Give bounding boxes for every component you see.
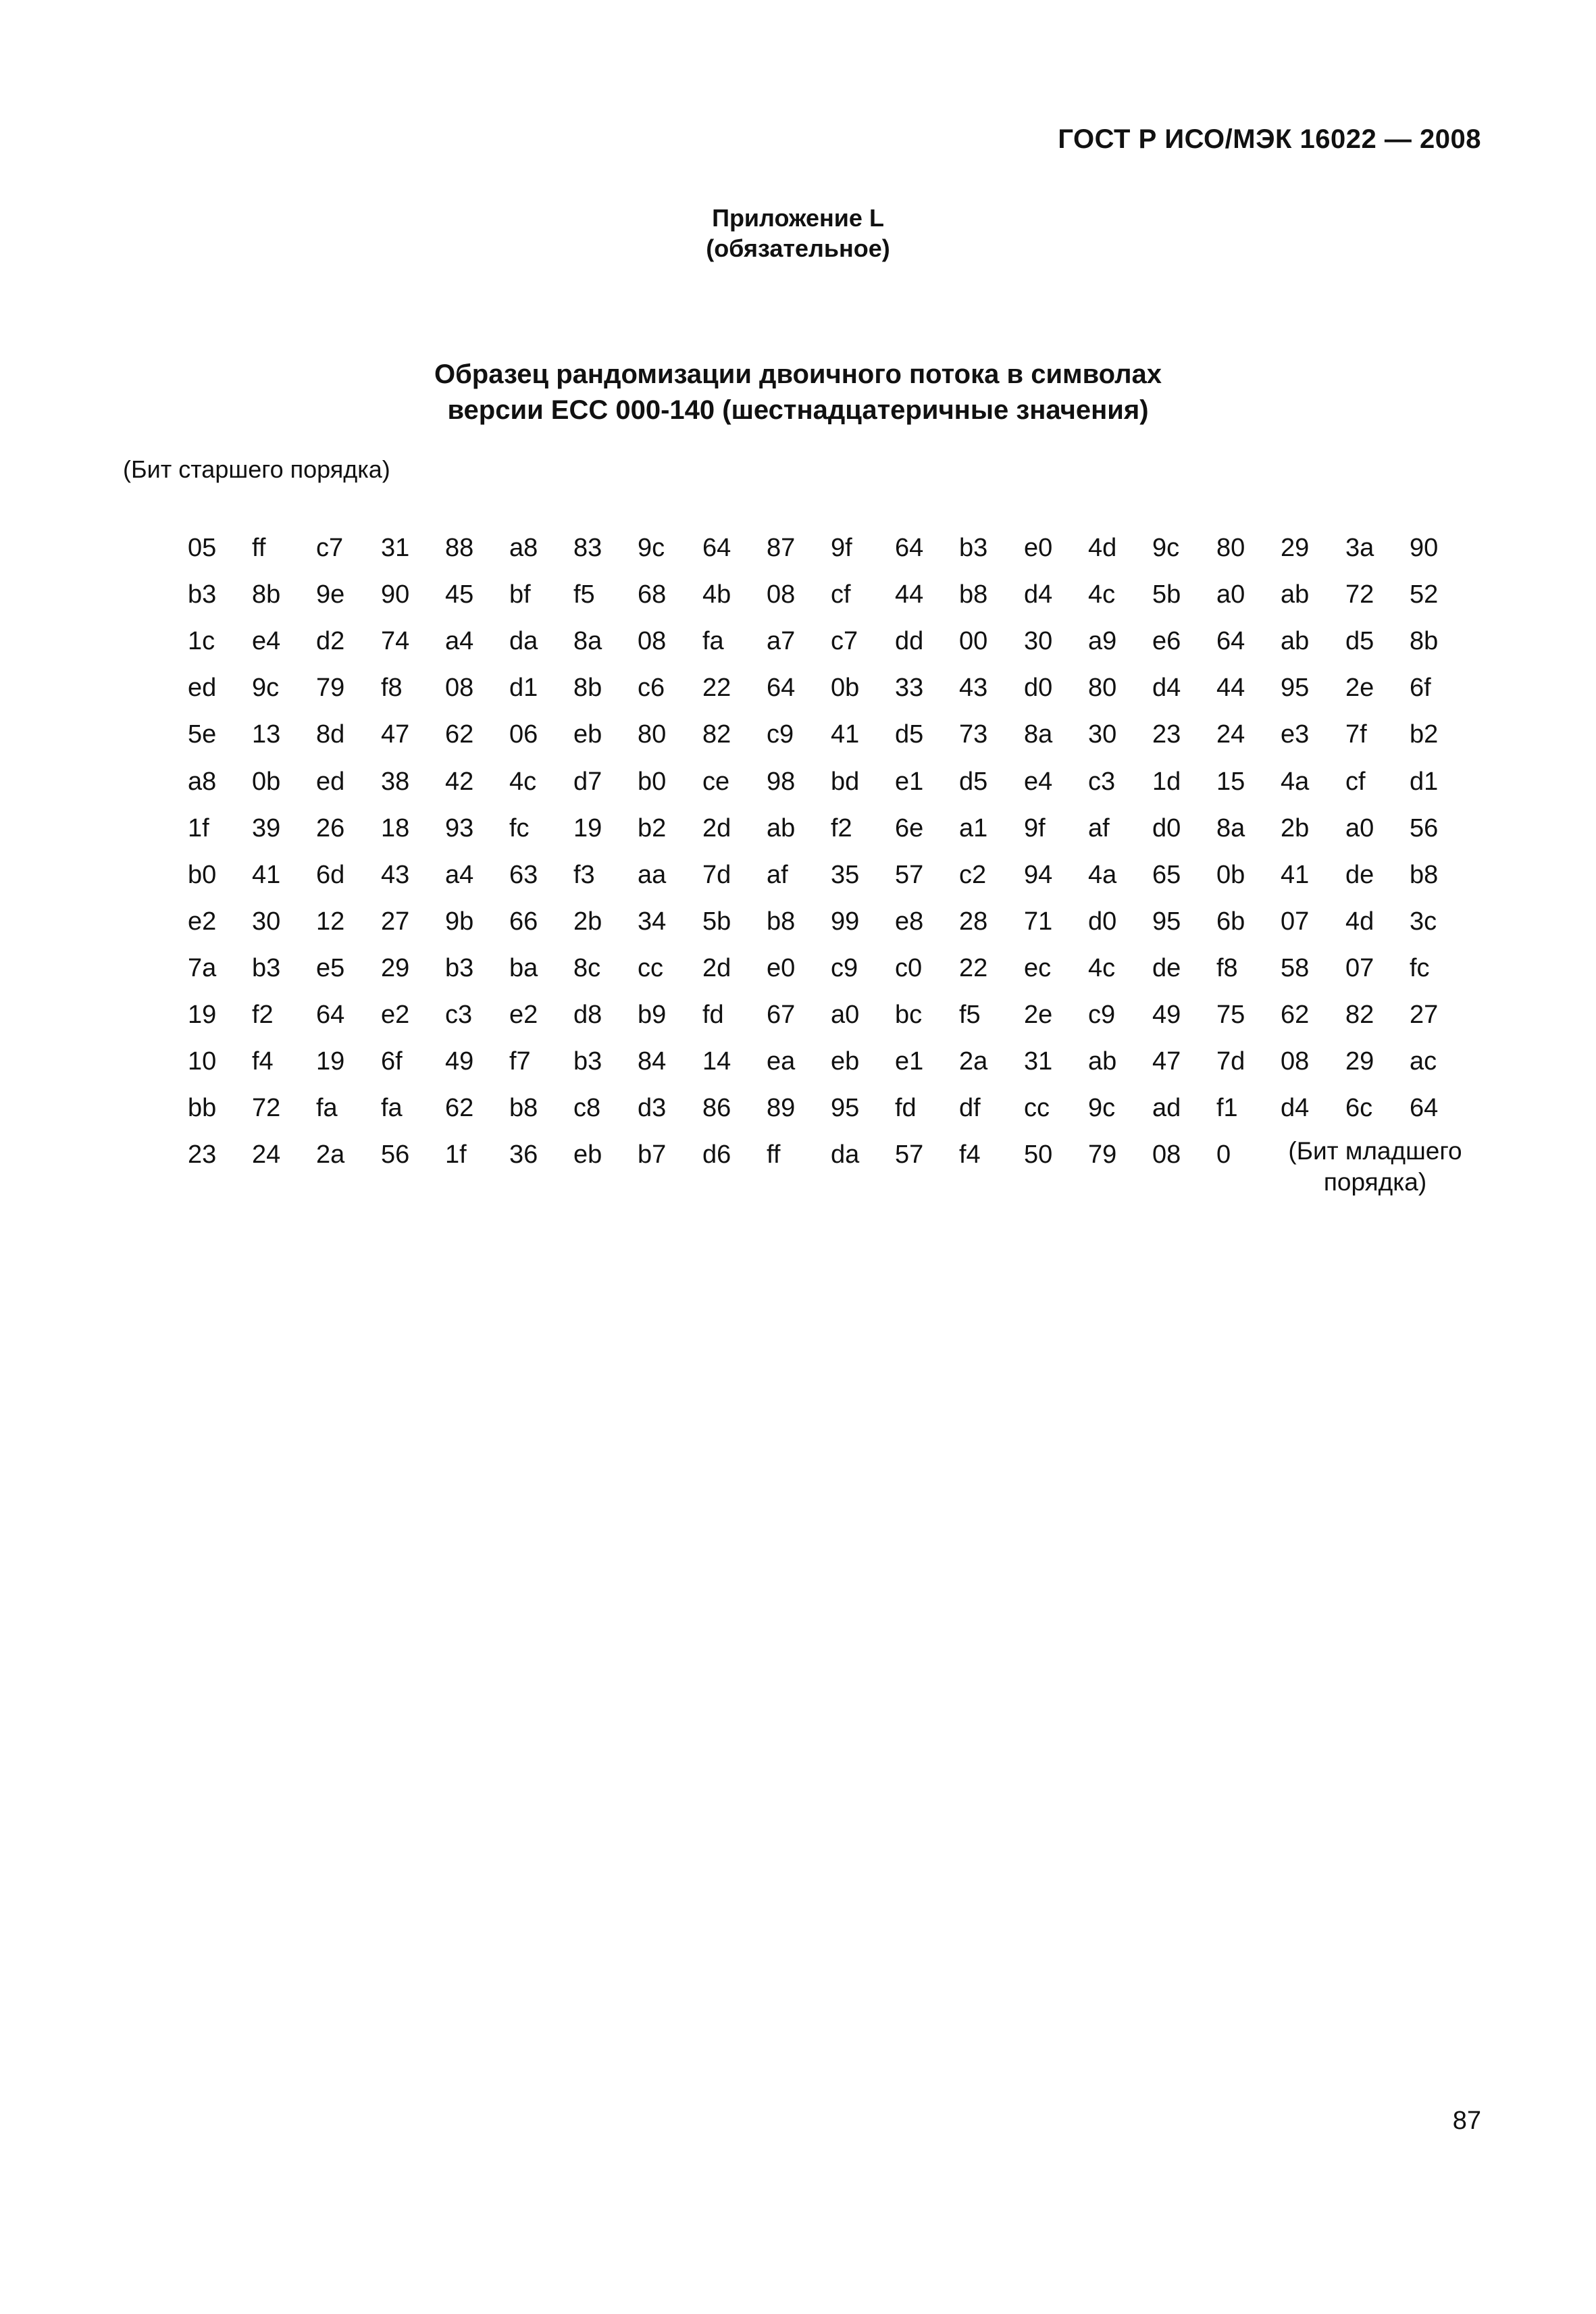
hex-cell: 05 xyxy=(188,534,217,562)
hex-cell: fd xyxy=(895,1094,917,1123)
hex-cell: a7 xyxy=(767,627,796,656)
hex-cell: 62 xyxy=(445,720,474,749)
hex-cell: b3 xyxy=(188,580,217,609)
hex-cell: d0 xyxy=(1024,674,1053,703)
hex-cell: 80 xyxy=(638,720,667,749)
hex-cell: d1 xyxy=(509,674,538,703)
hex-cell: f3 xyxy=(573,860,595,889)
hex-cell: 80 xyxy=(1088,674,1117,703)
hex-cell: 4a xyxy=(1088,860,1117,889)
hex-cell: 41 xyxy=(252,860,281,889)
hex-cell: e0 xyxy=(1024,534,1053,562)
hex-cell: c3 xyxy=(445,1001,473,1029)
hex-cell: 4d xyxy=(1345,907,1374,936)
hex-cell: da xyxy=(831,1140,860,1169)
hex-cell: 8b xyxy=(1410,627,1439,656)
hex-cell: 9c xyxy=(252,674,280,703)
hex-cell: f8 xyxy=(381,674,403,703)
hex-cell: d6 xyxy=(702,1140,731,1169)
hex-cell: d2 xyxy=(316,627,345,656)
hex-cell: e4 xyxy=(1024,767,1053,796)
hex-cell: 36 xyxy=(509,1140,538,1169)
hex-cell: e8 xyxy=(895,907,924,936)
hex-cell: 87 xyxy=(767,534,796,562)
hex-cell: af xyxy=(1088,813,1110,842)
hex-cell: ff xyxy=(767,1140,781,1169)
hex-cell: 0b xyxy=(1216,860,1245,889)
hex-cell: ce xyxy=(702,767,730,796)
hex-cell: 08 xyxy=(1152,1140,1181,1169)
hex-cell: 95 xyxy=(1281,674,1310,703)
hex-cell: 22 xyxy=(702,674,731,703)
hex-cell: 74 xyxy=(381,627,410,656)
hex-cell: 67 xyxy=(767,1001,796,1029)
hex-cell: d5 xyxy=(1345,627,1374,656)
hex-cell: 10 xyxy=(188,1047,217,1076)
hex-cell: 7d xyxy=(1216,1047,1245,1076)
hex-cell: 0b xyxy=(252,767,281,796)
hex-cell: b3 xyxy=(445,953,474,982)
hex-cell: c9 xyxy=(767,720,794,749)
hex-cell: a4 xyxy=(445,627,474,656)
hex-cell: 8b xyxy=(252,580,281,609)
hex-cell: 26 xyxy=(316,813,345,842)
hex-cell: c9 xyxy=(1088,1001,1116,1029)
hex-cell: 93 xyxy=(445,813,474,842)
hex-cell: a0 xyxy=(1345,813,1374,842)
hex-cell: eb xyxy=(831,1047,860,1076)
hex-cell: b3 xyxy=(959,534,988,562)
hex-cell: 95 xyxy=(1152,907,1181,936)
hex-cell: 22 xyxy=(959,953,988,982)
hex-cell: df xyxy=(959,1094,981,1123)
hex-cell: 80 xyxy=(1216,534,1245,562)
hex-cell: 49 xyxy=(445,1047,474,1076)
hex-cell: 00 xyxy=(959,627,988,656)
hex-cell: ba xyxy=(509,953,538,982)
hex-cell: 99 xyxy=(831,907,860,936)
page-number: 87 xyxy=(1452,2107,1481,2135)
hex-cell: 50 xyxy=(1024,1140,1053,1169)
hex-cell: 08 xyxy=(445,674,474,703)
hex-cell: 7d xyxy=(702,860,731,889)
hex-cell: 49 xyxy=(1152,1001,1181,1029)
hex-cell: 66 xyxy=(509,907,538,936)
hex-cell: 39 xyxy=(252,813,281,842)
hex-cell: 4d xyxy=(1088,534,1117,562)
hex-cell: 34 xyxy=(638,907,667,936)
hex-cell: 82 xyxy=(1345,1001,1374,1029)
hex-cell: d8 xyxy=(573,1001,602,1029)
hex-cell: 90 xyxy=(1410,534,1439,562)
hex-cell: 79 xyxy=(316,674,345,703)
hex-cell: a9 xyxy=(1088,627,1117,656)
hex-cell: 47 xyxy=(381,720,410,749)
hex-cell: 2b xyxy=(1281,813,1310,842)
hex-cell: ed xyxy=(188,674,217,703)
hex-cell: a0 xyxy=(831,1001,860,1029)
hex-cell: 79 xyxy=(1088,1140,1117,1169)
hex-cell: 12 xyxy=(316,907,345,936)
hex-cell: cc xyxy=(638,953,663,982)
hex-cell: b8 xyxy=(509,1094,538,1123)
hex-cell: 57 xyxy=(895,860,924,889)
hex-cell: 64 xyxy=(895,534,924,562)
hex-cell: fa xyxy=(381,1094,403,1123)
hex-cell: 1f xyxy=(445,1140,467,1169)
hex-cell: 64 xyxy=(1410,1094,1439,1123)
hex-cell: bc xyxy=(895,1001,923,1029)
hex-cell: b7 xyxy=(638,1140,667,1169)
hex-cell: e4 xyxy=(252,627,281,656)
hex-cell: b3 xyxy=(252,953,281,982)
hex-cell: 08 xyxy=(767,580,796,609)
hex-cell: 6e xyxy=(895,813,924,842)
hex-cell: 8b xyxy=(573,674,602,703)
hex-cell: c0 xyxy=(895,953,923,982)
hex-cell: 44 xyxy=(1216,674,1245,703)
hex-cell: 43 xyxy=(381,860,410,889)
hex-cell: 64 xyxy=(1216,627,1245,656)
hex-cell: 0b xyxy=(831,674,860,703)
lsb-note-line-1: (Бит младшего xyxy=(1288,1137,1462,1165)
hex-cell: ac xyxy=(1410,1047,1437,1076)
hex-cell: 30 xyxy=(1088,720,1117,749)
hex-cell: 63 xyxy=(509,860,538,889)
hex-cell: cf xyxy=(1345,767,1366,796)
hex-cell: 6c xyxy=(1345,1094,1373,1123)
hex-cell: 8d xyxy=(316,720,345,749)
hex-cell: 3c xyxy=(1410,907,1437,936)
hex-cell: e3 xyxy=(1281,720,1310,749)
hex-cell: fc xyxy=(1410,953,1430,982)
hex-cell: 9c xyxy=(1152,534,1180,562)
hex-cell: e2 xyxy=(509,1001,538,1029)
annex-heading xyxy=(0,203,1596,263)
hex-cell: 62 xyxy=(1281,1001,1310,1029)
hex-cell: 08 xyxy=(1281,1047,1310,1076)
hex-cell: f2 xyxy=(831,813,852,842)
hex-cell: cc xyxy=(1024,1094,1050,1123)
hex-cell: 7f xyxy=(1345,720,1367,749)
hex-cell: e5 xyxy=(316,953,345,982)
hex-cell: da xyxy=(509,627,538,656)
hex-cell: c3 xyxy=(1088,767,1116,796)
hex-cell: 9f xyxy=(831,534,852,562)
hex-cell: 73 xyxy=(959,720,988,749)
hex-cell: 0 xyxy=(1216,1140,1231,1169)
standard-header: ГОСТ Р ИСО/МЭК 16022 — 2008 xyxy=(1058,124,1481,154)
hex-cell: 30 xyxy=(252,907,281,936)
hex-cell: 90 xyxy=(381,580,410,609)
hex-cell: b2 xyxy=(1410,720,1439,749)
hex-cell: 4c xyxy=(509,767,537,796)
hex-cell: 6f xyxy=(1410,674,1431,703)
hex-cell: 84 xyxy=(638,1047,667,1076)
hex-cell: 89 xyxy=(767,1094,796,1123)
hex-cell: 62 xyxy=(445,1094,474,1123)
hex-cell: f5 xyxy=(959,1001,981,1029)
hex-cell: d4 xyxy=(1281,1094,1310,1123)
hex-cell: 88 xyxy=(445,534,474,562)
hex-cell: 56 xyxy=(381,1140,410,1169)
hex-cell: e2 xyxy=(188,907,217,936)
hex-cell: eb xyxy=(573,1140,602,1169)
hex-cell: 8a xyxy=(1024,720,1053,749)
hex-cell: 2a xyxy=(959,1047,988,1076)
hex-cell: 08 xyxy=(638,627,667,656)
hex-cell: 38 xyxy=(381,767,410,796)
hex-cell: 4c xyxy=(1088,580,1116,609)
hex-cell: 07 xyxy=(1281,907,1310,936)
hex-cell: b8 xyxy=(959,580,988,609)
hex-cell: 83 xyxy=(573,534,602,562)
hex-cell: bb xyxy=(188,1094,217,1123)
annex-label: Приложение L xyxy=(712,204,884,232)
hex-cell: fa xyxy=(316,1094,338,1123)
hex-cell: 27 xyxy=(381,907,410,936)
hex-cell: 71 xyxy=(1024,907,1053,936)
hex-cell: 28 xyxy=(959,907,988,936)
hex-cell: 3a xyxy=(1345,534,1374,562)
title-line-1: Образец рандомизации двоичного потока в символах xyxy=(434,359,1162,389)
hex-cell: 30 xyxy=(1024,627,1053,656)
annex-status: (обязательное) xyxy=(706,234,890,262)
hex-cell: 64 xyxy=(702,534,731,562)
hex-cell: 24 xyxy=(1216,720,1245,749)
hex-cell: 19 xyxy=(316,1047,345,1076)
hex-cell: 9e xyxy=(316,580,345,609)
hex-cell: d7 xyxy=(573,767,602,796)
hex-cell: b3 xyxy=(573,1047,602,1076)
hex-cell: 6d xyxy=(316,860,345,889)
hex-cell: c7 xyxy=(831,627,858,656)
hex-cell: de xyxy=(1345,860,1374,889)
hex-cell: d0 xyxy=(1152,813,1181,842)
hex-cell: b9 xyxy=(638,1001,667,1029)
hex-cell: 65 xyxy=(1152,860,1181,889)
hex-cell: a1 xyxy=(959,813,988,842)
hex-cell: 57 xyxy=(895,1140,924,1169)
hex-cell: 7a xyxy=(188,953,217,982)
hex-cell: 82 xyxy=(702,720,731,749)
hex-cell: 95 xyxy=(831,1094,860,1123)
hex-cell: ff xyxy=(252,534,266,562)
hex-cell: 4c xyxy=(1088,953,1116,982)
hex-cell: f2 xyxy=(252,1001,274,1029)
hex-cell: 98 xyxy=(767,767,796,796)
hex-cell: c7 xyxy=(316,534,344,562)
hex-cell: b8 xyxy=(767,907,796,936)
hex-cell: d5 xyxy=(895,720,924,749)
hex-cell: 5b xyxy=(1152,580,1181,609)
hex-cell: 07 xyxy=(1345,953,1374,982)
hex-cell: 2e xyxy=(1345,674,1374,703)
hex-cell: aa xyxy=(638,860,667,889)
hex-cell: d5 xyxy=(959,767,988,796)
hex-cell: 8a xyxy=(1216,813,1245,842)
hex-cell: 41 xyxy=(831,720,860,749)
hex-cell: b0 xyxy=(638,767,667,796)
hex-cell: b8 xyxy=(1410,860,1439,889)
hex-cell: f1 xyxy=(1216,1094,1238,1123)
hex-cell: 33 xyxy=(895,674,924,703)
hex-cell: ab xyxy=(1281,580,1310,609)
hex-cell: 9b xyxy=(445,907,474,936)
hex-cell: 8a xyxy=(573,627,602,656)
hex-cell: 24 xyxy=(252,1140,281,1169)
hex-cell: 9c xyxy=(638,534,665,562)
hex-cell: b0 xyxy=(188,860,217,889)
hex-cell: 29 xyxy=(1281,534,1310,562)
hex-cell: 35 xyxy=(831,860,860,889)
hex-cell: 52 xyxy=(1410,580,1439,609)
hex-cell: 9f xyxy=(1024,813,1046,842)
hex-cell: bf xyxy=(509,580,531,609)
hex-cell: f7 xyxy=(509,1047,531,1076)
lsb-note-line-2: порядка) xyxy=(1323,1168,1427,1196)
hex-cell: 44 xyxy=(895,580,924,609)
hex-cell: 94 xyxy=(1024,860,1053,889)
hex-cell: c6 xyxy=(638,674,665,703)
hex-cell: 18 xyxy=(381,813,410,842)
hex-cell: ea xyxy=(767,1047,796,1076)
hex-cell: 1f xyxy=(188,813,209,842)
hex-cell: 75 xyxy=(1216,1001,1245,1029)
hex-cell: ec xyxy=(1024,953,1052,982)
hex-cell: fc xyxy=(509,813,530,842)
hex-cell: 19 xyxy=(188,1001,217,1029)
hex-cell: e1 xyxy=(895,1047,924,1076)
hex-cell: c9 xyxy=(831,953,858,982)
hex-cell: 45 xyxy=(445,580,474,609)
hex-cell: e2 xyxy=(381,1001,410,1029)
hex-cell: fd xyxy=(702,1001,724,1029)
hex-cell: f5 xyxy=(573,580,595,609)
hex-cell: 2b xyxy=(573,907,602,936)
hex-cell: 5b xyxy=(702,907,731,936)
hex-cell: 31 xyxy=(381,534,410,562)
hex-cell: ab xyxy=(1281,627,1310,656)
hex-cell: 2d xyxy=(702,813,731,842)
hex-cell: e1 xyxy=(895,767,924,796)
document-title xyxy=(0,357,1596,428)
hex-cell: 5e xyxy=(188,720,217,749)
hex-cell: 23 xyxy=(188,1140,217,1169)
hex-cell: cf xyxy=(831,580,851,609)
hex-cell: 2d xyxy=(702,953,731,982)
hex-cell: 8c xyxy=(573,953,601,982)
hex-cell: 29 xyxy=(381,953,410,982)
hex-cell: 47 xyxy=(1152,1047,1181,1076)
hex-cell: f4 xyxy=(252,1047,274,1076)
hex-cell: e6 xyxy=(1152,627,1181,656)
hex-cell: 42 xyxy=(445,767,474,796)
hex-cell: 64 xyxy=(316,1001,345,1029)
hex-cell: 56 xyxy=(1410,813,1439,842)
hex-cell: 23 xyxy=(1152,720,1181,749)
hex-cell: 2e xyxy=(1024,1001,1053,1029)
hex-cell: a8 xyxy=(188,767,217,796)
hex-cell: d4 xyxy=(1152,674,1181,703)
hex-cell: e0 xyxy=(767,953,796,982)
hex-cell: f8 xyxy=(1216,953,1238,982)
hex-cell: bd xyxy=(831,767,860,796)
msb-note: (Бит старшего порядка) xyxy=(123,455,390,483)
hex-cell: a0 xyxy=(1216,580,1245,609)
hex-cell: 29 xyxy=(1345,1047,1374,1076)
hex-cell: c8 xyxy=(573,1094,601,1123)
hex-cell: 9c xyxy=(1088,1094,1116,1123)
hex-cell: 1c xyxy=(188,627,215,656)
hex-cell: 6f xyxy=(381,1047,403,1076)
hex-cell: 86 xyxy=(702,1094,731,1123)
hex-cell: de xyxy=(1152,953,1181,982)
hex-cell: 2a xyxy=(316,1140,345,1169)
hex-cell: 31 xyxy=(1024,1047,1053,1076)
hex-cell: 41 xyxy=(1281,860,1310,889)
hex-cell: 15 xyxy=(1216,767,1245,796)
hex-cell: 72 xyxy=(1345,580,1374,609)
hex-cell: f4 xyxy=(959,1140,981,1169)
hex-cell: 4b xyxy=(702,580,731,609)
lsb-note xyxy=(1274,1136,1476,1198)
hex-cell: ad xyxy=(1152,1094,1181,1123)
hex-cell: fa xyxy=(702,627,724,656)
hex-cell: 6b xyxy=(1216,907,1245,936)
hex-cell: 4a xyxy=(1281,767,1310,796)
hex-cell: af xyxy=(767,860,788,889)
hex-cell: 58 xyxy=(1281,953,1310,982)
hex-cell: 13 xyxy=(252,720,281,749)
hex-cell: ed xyxy=(316,767,345,796)
hex-cell: a4 xyxy=(445,860,474,889)
hex-cell: ab xyxy=(1088,1047,1117,1076)
hex-cell: 64 xyxy=(767,674,796,703)
hex-cell: dd xyxy=(895,627,924,656)
hex-cell: d3 xyxy=(638,1094,667,1123)
hex-cell: eb xyxy=(573,720,602,749)
hex-cell: 06 xyxy=(509,720,538,749)
hex-cell: b2 xyxy=(638,813,667,842)
hex-cell: 72 xyxy=(252,1094,281,1123)
hex-cell: 1d xyxy=(1152,767,1181,796)
hex-cell: a8 xyxy=(509,534,538,562)
title-line-2: версии ЕСС 000-140 (шестнадцатеричные значения) xyxy=(447,395,1149,425)
hex-cell: d1 xyxy=(1410,767,1439,796)
hex-cell: 19 xyxy=(573,813,602,842)
hex-cell: d4 xyxy=(1024,580,1053,609)
hex-cell: ab xyxy=(767,813,796,842)
hex-cell: 14 xyxy=(702,1047,731,1076)
hex-cell: 27 xyxy=(1410,1001,1439,1029)
hex-cell: c2 xyxy=(959,860,987,889)
hex-cell: d0 xyxy=(1088,907,1117,936)
hex-cell: 43 xyxy=(959,674,988,703)
hex-cell: 68 xyxy=(638,580,667,609)
